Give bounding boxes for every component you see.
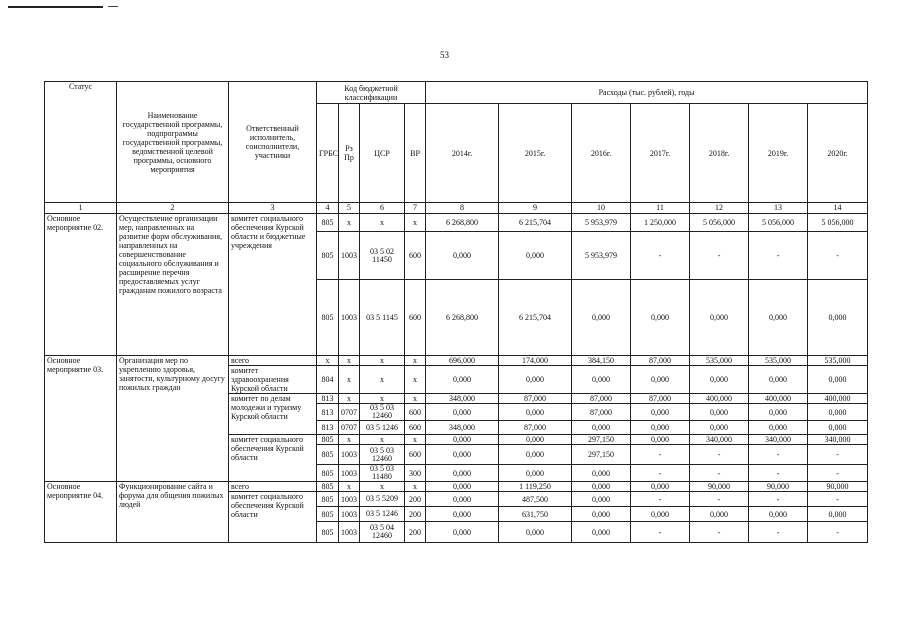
column-number: 12	[690, 203, 749, 214]
grbs-cell: 805	[317, 492, 339, 507]
rzpr-cell: 1003	[339, 492, 360, 507]
header-year: 2015г.	[499, 104, 572, 203]
rzpr-cell: 1003	[339, 465, 360, 482]
expense-value-cell: 174,000	[499, 356, 572, 366]
grbs-cell: 805	[317, 465, 339, 482]
expense-value-cell: 340,000	[749, 435, 808, 445]
rzpr-cell: х	[339, 356, 360, 366]
expense-value-cell: 5 056,000	[690, 214, 749, 232]
csr-cell: х	[360, 214, 405, 232]
rzpr-cell: 1003	[339, 232, 360, 280]
expense-value-cell: 6 215,704	[499, 214, 572, 232]
header-csr: ЦСР	[360, 104, 405, 203]
expense-value-cell: 0,000	[690, 421, 749, 435]
csr-cell: х	[360, 482, 405, 492]
rzpr-cell: 0707	[339, 421, 360, 435]
rzpr-cell: х	[339, 482, 360, 492]
grbs-cell: 813	[317, 394, 339, 404]
header-rule-short	[108, 6, 118, 7]
column-number: 7	[405, 203, 426, 214]
executor-cell: комитет социального обеспечения Курской области	[229, 435, 317, 482]
grbs-cell: 805	[317, 280, 339, 356]
expense-value-cell: 0,000	[749, 280, 808, 356]
expense-value-cell: 0,000	[572, 482, 631, 492]
expense-value-cell: 87,000	[631, 394, 690, 404]
vr-cell: х	[405, 482, 426, 492]
program-name-cell: Функционирование сайта и форума для общения пожилых людей	[117, 482, 229, 543]
grbs-cell: х	[317, 356, 339, 366]
table-row	[45, 356, 868, 366]
expense-value-cell: -	[631, 522, 690, 543]
grbs-cell: 805	[317, 482, 339, 492]
expense-value-cell: 0,000	[426, 445, 499, 465]
expense-value-cell: 90,000	[749, 482, 808, 492]
csr-cell: х	[360, 366, 405, 394]
expense-value-cell: 696,000	[426, 356, 499, 366]
expense-value-cell: 87,000	[499, 421, 572, 435]
header-status: Статус	[45, 82, 117, 203]
expense-value-cell: 0,000	[808, 366, 868, 394]
vr-cell: 200	[405, 507, 426, 522]
grbs-cell: 804	[317, 366, 339, 394]
vr-cell: х	[405, 366, 426, 394]
expense-value-cell: 87,000	[572, 394, 631, 404]
expense-value-cell: 5 056,000	[808, 214, 868, 232]
expense-value-cell: -	[749, 445, 808, 465]
header-year: 2014г.	[426, 104, 499, 203]
column-number: 4	[317, 203, 339, 214]
vr-cell: х	[405, 356, 426, 366]
expense-value-cell: 400,000	[690, 394, 749, 404]
expense-value-cell: -	[749, 465, 808, 482]
column-number: 13	[749, 203, 808, 214]
expense-value-cell: 0,000	[426, 507, 499, 522]
header-vr: ВР	[405, 104, 426, 203]
rzpr-cell: 0707	[339, 404, 360, 421]
rzpr-cell: 1003	[339, 507, 360, 522]
header-year: 2017г.	[631, 104, 690, 203]
expense-value-cell: 0,000	[631, 280, 690, 356]
header-expenses: Расходы (тыс. рублей), годы	[426, 82, 868, 104]
budget-table	[44, 81, 868, 543]
grbs-cell: 805	[317, 435, 339, 445]
expense-value-cell: 5 953,979	[572, 232, 631, 280]
expense-value-cell: 87,000	[572, 404, 631, 421]
vr-cell: 200	[405, 492, 426, 507]
expense-value-cell: 535,000	[808, 356, 868, 366]
expense-value-cell: -	[808, 492, 868, 507]
grbs-cell: 805	[317, 507, 339, 522]
header-name: Наименование государственной программы, подпрограммы государственной программы, ведомственной целевой программы, основного мероприятия	[117, 82, 229, 203]
header-executor: Ответственный исполнитель, соисполнители, участники	[229, 82, 317, 203]
expense-value-cell: 0,000	[631, 482, 690, 492]
vr-cell: 300	[405, 465, 426, 482]
expense-value-cell: 0,000	[572, 522, 631, 543]
expense-value-cell: 0,000	[631, 421, 690, 435]
csr-cell: 03 5 03 12460	[360, 445, 405, 465]
csr-cell: 03 5 03 12460	[360, 404, 405, 421]
executor-cell: комитет здравоохранения Курской области	[229, 366, 317, 394]
expense-value-cell: 0,000	[749, 507, 808, 522]
header-rule	[8, 6, 103, 8]
expense-value-cell: 6 215,704	[499, 280, 572, 356]
expense-value-cell: 0,000	[499, 522, 572, 543]
expense-value-cell: 0,000	[572, 507, 631, 522]
executor-cell: комитет социального обеспечения Курской области	[229, 492, 317, 543]
expense-value-cell: -	[631, 465, 690, 482]
expense-value-cell: -	[749, 522, 808, 543]
header-budget-code: Код бюджетной классификации	[317, 82, 426, 104]
grbs-cell: 805	[317, 232, 339, 280]
vr-cell: 600	[405, 445, 426, 465]
expense-value-cell: 0,000	[572, 421, 631, 435]
vr-cell: х	[405, 394, 426, 404]
column-number: 6	[360, 203, 405, 214]
grbs-cell: 805	[317, 522, 339, 543]
expense-value-cell: 0,000	[690, 507, 749, 522]
expense-value-cell: 0,000	[426, 435, 499, 445]
grbs-cell: 813	[317, 404, 339, 421]
expense-value-cell: 0,000	[499, 404, 572, 421]
expense-value-cell: -	[808, 522, 868, 543]
rzpr-cell: х	[339, 214, 360, 232]
expense-value-cell: 0,000	[499, 366, 572, 394]
expense-value-cell: -	[690, 465, 749, 482]
expense-value-cell: 6 268,800	[426, 280, 499, 356]
page-number: 53	[440, 50, 449, 60]
expense-value-cell: 87,000	[631, 356, 690, 366]
expense-value-cell: 400,000	[808, 394, 868, 404]
table-row	[45, 214, 868, 232]
expense-value-cell: -	[749, 492, 808, 507]
rzpr-cell: х	[339, 435, 360, 445]
expense-value-cell: 0,000	[690, 366, 749, 394]
rzpr-cell: 1003	[339, 522, 360, 543]
vr-cell: х	[405, 435, 426, 445]
rzpr-cell: х	[339, 366, 360, 394]
executor-cell: всего	[229, 482, 317, 492]
expense-value-cell: 0,000	[690, 280, 749, 356]
expense-value-cell: 6 268,800	[426, 214, 499, 232]
expense-value-cell: 0,000	[572, 366, 631, 394]
column-number: 11	[631, 203, 690, 214]
table-row	[45, 482, 868, 492]
column-number: 8	[426, 203, 499, 214]
vr-cell: 600	[405, 404, 426, 421]
vr-cell: 600	[405, 280, 426, 356]
expense-value-cell: 0,000	[749, 404, 808, 421]
grbs-cell: 805	[317, 214, 339, 232]
program-name-cell: Организация мер по укреплению здоровья, занятости, культурному досугу пожилых граждан	[117, 356, 229, 482]
expense-value-cell: 1 250,000	[631, 214, 690, 232]
header-year: 2016г.	[572, 104, 631, 203]
expense-value-cell: 0,000	[426, 366, 499, 394]
expense-value-cell: 340,000	[690, 435, 749, 445]
expense-value-cell: -	[690, 492, 749, 507]
header-grbs: ГРБС	[317, 104, 339, 203]
expense-value-cell: 0,000	[631, 366, 690, 394]
expense-value-cell: 90,000	[808, 482, 868, 492]
executor-cell: всего	[229, 356, 317, 366]
column-number-row	[45, 203, 868, 214]
expense-value-cell: 87,000	[499, 394, 572, 404]
grbs-cell: 805	[317, 445, 339, 465]
expense-value-cell: -	[631, 232, 690, 280]
expense-value-cell: 0,000	[808, 507, 868, 522]
vr-cell: 600	[405, 421, 426, 435]
expense-value-cell: 1 119,250	[499, 482, 572, 492]
expense-value-cell: 0,000	[631, 404, 690, 421]
csr-cell: 03 5 1246	[360, 507, 405, 522]
expense-value-cell: 0,000	[690, 404, 749, 421]
header-rzpr: Рз Пр	[339, 104, 360, 203]
status-cell: Основное мероприятие 02.	[45, 214, 117, 356]
expense-value-cell: 297,150	[572, 435, 631, 445]
expense-value-cell: 0,000	[426, 482, 499, 492]
program-name-cell: Осуществление организации мер, направленных на развитие форм обслуживания, направленных на совершенствование социального обслуживания и расширение перечня предоставляемых услуг гражданам пожилого возраста	[117, 214, 229, 356]
expense-value-cell: 631,750	[499, 507, 572, 522]
vr-cell: х	[405, 214, 426, 232]
expense-value-cell: -	[808, 232, 868, 280]
expense-value-cell: 348,000	[426, 421, 499, 435]
expense-value-cell: 0,000	[808, 404, 868, 421]
executor-cell: комитет по делам молодежи и туризму Курской области	[229, 394, 317, 435]
expense-value-cell: 0,000	[572, 465, 631, 482]
csr-cell: 03 5 03 11480	[360, 465, 405, 482]
expense-value-cell: 0,000	[749, 366, 808, 394]
expense-value-cell: 535,000	[690, 356, 749, 366]
expense-value-cell: -	[749, 232, 808, 280]
status-cell: Основное мероприятие 03.	[45, 356, 117, 482]
expense-value-cell: 0,000	[426, 522, 499, 543]
expense-value-cell: 0,000	[499, 445, 572, 465]
expense-value-cell: 0,000	[631, 507, 690, 522]
csr-cell: х	[360, 435, 405, 445]
expense-value-cell: 0,000	[426, 404, 499, 421]
expense-value-cell: 0,000	[499, 232, 572, 280]
header-year: 2018г.	[690, 104, 749, 203]
expense-value-cell: 340,000	[808, 435, 868, 445]
expense-value-cell: -	[631, 445, 690, 465]
csr-cell: х	[360, 356, 405, 366]
expense-value-cell: 0,000	[499, 435, 572, 445]
expense-value-cell: 0,000	[808, 421, 868, 435]
expense-value-cell: 90,000	[690, 482, 749, 492]
grbs-cell: 813	[317, 421, 339, 435]
expense-value-cell: -	[808, 465, 868, 482]
expense-value-cell: -	[808, 445, 868, 465]
column-number: 14	[808, 203, 868, 214]
expense-value-cell: 5 953,979	[572, 214, 631, 232]
expense-value-cell: 0,000	[572, 280, 631, 356]
csr-cell: 03 5 5209	[360, 492, 405, 507]
column-number: 9	[499, 203, 572, 214]
expense-value-cell: 384,150	[572, 356, 631, 366]
column-number: 10	[572, 203, 631, 214]
csr-cell: 03 5 04 12460	[360, 522, 405, 543]
expense-value-cell: 0,000	[426, 465, 499, 482]
column-number: 2	[117, 203, 229, 214]
expense-value-cell: 0,000	[631, 435, 690, 445]
expense-value-cell: 0,000	[426, 232, 499, 280]
expense-value-cell: 5 056,000	[749, 214, 808, 232]
expense-value-cell: -	[690, 522, 749, 543]
expense-value-cell: 0,000	[572, 492, 631, 507]
csr-cell: 03 5 1246	[360, 421, 405, 435]
rzpr-cell: 1003	[339, 445, 360, 465]
csr-cell: х	[360, 394, 405, 404]
column-number: 3	[229, 203, 317, 214]
csr-cell: 03 5 02 11450	[360, 232, 405, 280]
expense-value-cell: 0,000	[499, 465, 572, 482]
vr-cell: 200	[405, 522, 426, 543]
header-year: 2019г.	[749, 104, 808, 203]
expense-value-cell: 0,000	[749, 421, 808, 435]
rzpr-cell: 1003	[339, 280, 360, 356]
expense-value-cell: 400,000	[749, 394, 808, 404]
expense-value-cell: 0,000	[808, 280, 868, 356]
expense-value-cell: 297,150	[572, 445, 631, 465]
expense-value-cell: 348,000	[426, 394, 499, 404]
rzpr-cell: х	[339, 394, 360, 404]
expense-value-cell: -	[631, 492, 690, 507]
expense-value-cell: 535,000	[749, 356, 808, 366]
expense-value-cell: 0,000	[426, 492, 499, 507]
executor-cell: комитет социального обеспечения Курской области и бюджетные учреждения	[229, 214, 317, 356]
expense-value-cell: -	[690, 232, 749, 280]
column-number: 1	[45, 203, 117, 214]
status-cell: Основное мероприятие 04.	[45, 482, 117, 543]
expense-value-cell: 487,500	[499, 492, 572, 507]
column-number: 5	[339, 203, 360, 214]
header-year: 2020г.	[808, 104, 868, 203]
expense-value-cell: -	[690, 445, 749, 465]
csr-cell: 03 5 1145	[360, 280, 405, 356]
vr-cell: 600	[405, 232, 426, 280]
